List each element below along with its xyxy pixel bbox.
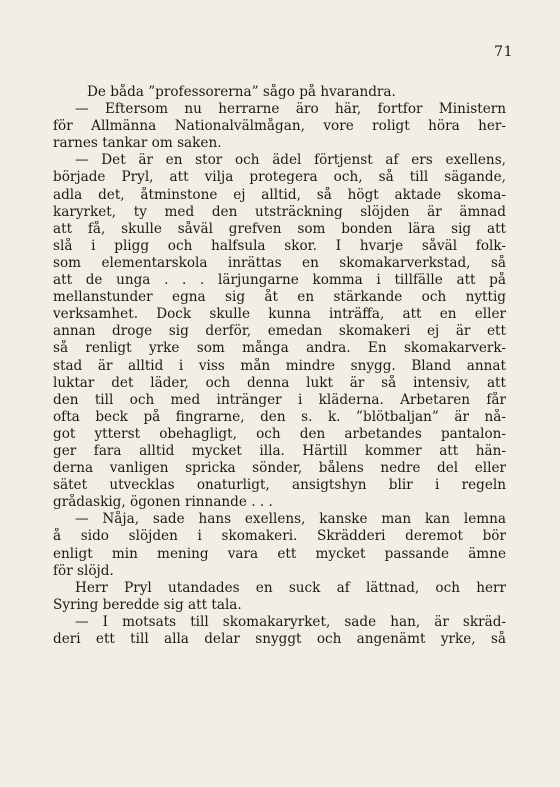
text-line: got ytterst obehagligt, och den arbetandes pantalon- bbox=[53, 425, 506, 442]
text-line: den till och med intränger i kläderna. Arbetaren får bbox=[53, 391, 506, 408]
text-line: började Pryl, att vilja protegera och, så till sägande, bbox=[53, 169, 506, 186]
text-line: — Nåja, sade hans exellens, kanske man kan lemna bbox=[75, 511, 506, 528]
text-line: luktar det läder, och denna lukt är så intensiv, att bbox=[53, 374, 506, 391]
text-line: enligt min mening vara ett mycket passande ämne bbox=[53, 545, 506, 562]
text-line: att få, skulle såväl grefven som bonden lära sig att bbox=[53, 220, 506, 237]
text-line: verksamhet. Dock skulle kunna inträffa, att en eller bbox=[53, 306, 506, 323]
text-line: för slöjd. bbox=[53, 562, 114, 579]
text-line: stad är alltid i viss mån mindre snygg. Bland annat bbox=[53, 357, 506, 374]
text-line: å sido slöjden i skomakeri. Skrädderi deremot bör bbox=[53, 528, 506, 545]
text-line: Herr Pryl utandades en suck af lättnad, och herr bbox=[75, 579, 506, 596]
text-line: — Det är en stor och ädel förtjenst af ers exellens, bbox=[75, 152, 506, 169]
page-number: 71 bbox=[494, 44, 513, 60]
text-line: adla det, åtminstone ej alltid, så högt aktade skoma- bbox=[53, 186, 506, 203]
body-text bbox=[53, 84, 506, 648]
text-line: sätet utvecklas onaturligt, ansigtshyn blir i regeln bbox=[53, 477, 506, 494]
text-line: karyrket, ty med den utsträckning slöjden är ämnad bbox=[53, 203, 506, 220]
text-line: grådaskig, ögonen rinnande . . . bbox=[53, 494, 273, 511]
text-line: ofta beck på fingrarne, den s. k. ”blötbaljan” är nå- bbox=[53, 408, 506, 425]
text-line: — Eftersom nu herrarne äro här, fortfor Ministern bbox=[75, 101, 506, 118]
text-line: så renligt yrke som många andra. En skomakarverk- bbox=[53, 340, 506, 357]
text-line: derna vanligen spricka sönder, bålens nedre del eller bbox=[53, 460, 506, 477]
text-line: deri ett till alla delar snyggt och angenämt yrke, så bbox=[53, 631, 506, 647]
text-line: som elementarskola inrättas en skomakarverkstad, så bbox=[53, 254, 506, 271]
text-line: för Allmänna Nationalvälmågan, vore roligt höra her- bbox=[53, 118, 506, 135]
text-line: — I motsats till skomakaryrket, sade han, är skräd- bbox=[75, 613, 506, 630]
text-line: Syring beredde sig att tala. bbox=[53, 596, 242, 613]
text-line: rarnes tankar om saken. bbox=[53, 135, 222, 152]
text-line: ger fara alltid mycket illa. Härtill kommer att hän- bbox=[53, 442, 506, 459]
text-line: att de unga . . . lärjungarne komma i tillfälle att på bbox=[53, 272, 506, 289]
text-line: annan droge sig derför, emedan skomakeri ej är ett bbox=[53, 323, 506, 340]
text-line: De båda ”professorerna” sågo på hvarandra. bbox=[87, 84, 396, 100]
text-line: slå i pligg och halfsula skor. I hvarje såväl folk- bbox=[53, 237, 506, 254]
text-line: mellanstunder egna sig åt en stärkande och nyttig bbox=[53, 289, 506, 306]
